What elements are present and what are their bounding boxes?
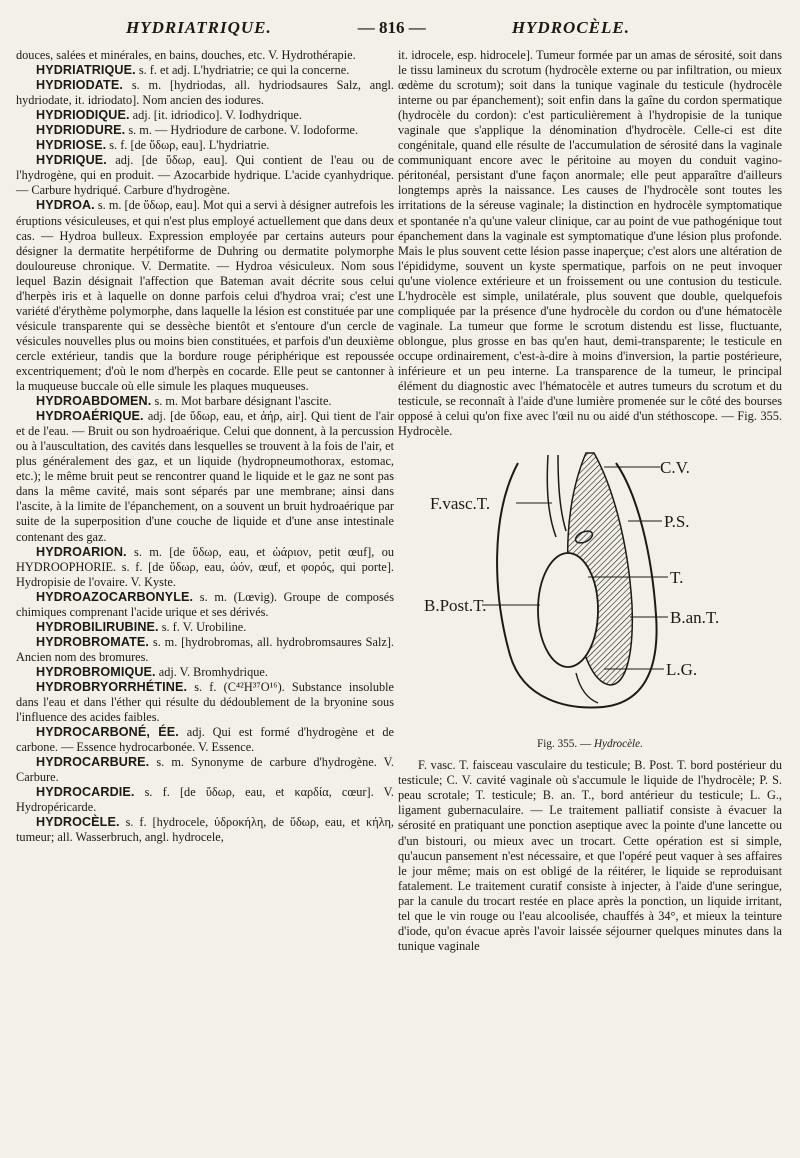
entry-definition: s. f. et adj. L'hydriatrie; ce qui la concerne. xyxy=(138,63,350,78)
dictionary-entry xyxy=(16,63,394,78)
hydrocele-diagram xyxy=(398,445,782,735)
entry-definition: s. f. V. Urobiline. xyxy=(161,619,247,634)
left-column xyxy=(16,48,394,845)
dictionary-entry xyxy=(16,394,394,409)
entry-headword: HYDROABDOMEN. xyxy=(36,394,152,409)
dictionary-entry xyxy=(16,665,394,680)
label-fvasc: F.vasc.T. xyxy=(430,494,491,514)
entry-definition: s. f. [de ὕδωρ, eau]. L'hydriatrie. xyxy=(109,138,270,153)
entry-definition: s. f. [de ὕδωρ, eau, et καρδία, cœur]. V. Hydropéricarde. xyxy=(16,785,394,815)
label-cv: C.V. xyxy=(660,458,690,478)
header-left-word: HYDRIATRIQUE. xyxy=(126,18,272,37)
page-number: — 816 — xyxy=(357,18,426,37)
hydrocele-figure xyxy=(398,445,782,735)
label-ps: P.S. xyxy=(664,512,690,532)
dictionary-entry xyxy=(16,785,394,815)
dictionary-entry xyxy=(16,153,394,198)
dictionary-entry xyxy=(16,138,394,153)
entry-definition: douces, salées et minérales, en bains, douches, etc. V. Hydrothérapie. xyxy=(16,48,356,62)
figure-caption-number: Fig. 355. — xyxy=(537,738,594,751)
dictionary-entry xyxy=(16,198,394,394)
entry-definition: s. f. [hydrocele, ὑδροκήλη, de ὕδωρ, eau, et κήλη, tumeur; all. Wasserbruch, angl. hydrocele, xyxy=(16,815,395,845)
entry-headword: HYDROCARDIE. xyxy=(36,785,135,800)
dictionary-entry xyxy=(16,123,394,138)
dictionary-entry xyxy=(16,680,394,725)
label-lg: L.G. xyxy=(666,660,698,680)
entry-headword: HYDROAZOCARBONYLE. xyxy=(36,589,194,604)
dictionary-entry xyxy=(16,620,394,635)
running-header xyxy=(0,14,800,42)
figure-caption-title: Hydrocèle. xyxy=(593,738,643,751)
entry-headword: HYDROBROMATE. xyxy=(36,634,150,649)
entry-headword: HYDROBILIRUBINE. xyxy=(36,619,159,634)
dictionary-entry xyxy=(16,755,394,785)
header-right-word: HYDROCÈLE. xyxy=(511,18,630,37)
hydrocele-treatment-text xyxy=(398,758,782,954)
label-bpost: B.Post.T. xyxy=(424,596,487,616)
label-t: T. xyxy=(670,568,684,588)
entry-definition: s. m. [de ὕδωρ, eau, et ὠάριον, petit œuf], ou HYDROOPHORIE. s. f. [de ὕδωρ, eau, ὠόν, œuf, et φορός, qui porte]. Hydropisie de l'ovaire. V. Kyste. xyxy=(16,544,394,589)
entry-headword: HYDROCARBURE. xyxy=(36,755,150,770)
entry-definition: adj. [de ὕδωρ, eau, et ἀήρ, air]. Qui tient de l'air et de l'eau. — Bruit ou son hydroaérique. Celui que donnent, à la percussion ou à l'auscultation, des cavités dans lesquelles se trouvent à la fois de l'air, et plus généralement des gaz, et un liquide (hydropneumothorax, estomac, etc.); le même bruit peut se rencontrer quand le liquide et le gaz ne sont pas dans la même cavité, mais sont séparés par une membrane; ainsi dans l'ascite, à la limite de l'épanchement, on a souvent un bruit hydroaérique par suite de la superposition d'une couche de liquide et d'une anse intestinale contenant des gaz. xyxy=(16,409,394,544)
entry-definition: s. f. (C⁴²H³⁷O¹⁶). Substance insoluble dans l'eau et dans l'éther qui résulte du dédoublement de la bryonine sous l'influence des acides faibles. xyxy=(16,679,395,725)
entry-definition: s. m. Synonyme de carbure d'hydrogène. V. Carbure. xyxy=(16,755,394,785)
entry-headword: HYDROBROMIQUE. xyxy=(36,664,156,679)
entry-headword: HYDROAÉRIQUE. xyxy=(36,409,144,424)
entry-headword: HYDROCARBONÉ, ÉE. xyxy=(36,725,179,740)
entry-headword: HYDROARION. xyxy=(36,544,127,559)
entry-definition: s. m. Mot barbare désignant l'ascite. xyxy=(154,394,332,409)
dictionary-entry xyxy=(16,545,394,590)
entry-definition: s. m. (Lœvig). Groupe de composés chimiques comprenant l'acide urique et ses dérivés. xyxy=(16,589,394,619)
entry-definition: s. m. [hydriodas, all. hydriodsaures Salz, angl. hydriodate, it. idriodato]. Nom ancien des iodures. xyxy=(16,78,395,108)
figure-caption xyxy=(398,737,782,752)
entry-headword: HYDROCÈLE. xyxy=(36,815,120,830)
entry-definition: s. m. [de ὕδωρ, eau]. Mot qui a servi à désigner autrefois les éruptions vésiculeuses, et qui n'est plus employé actuellement que dans deux cas. — Hydroa bulleux. Expression employée par certains auteurs pour désigner la dermatite herpétiforme de Duhring ou dermatite polymorphe douloureuse chronique. V. Dermatite. — Hydroa vésiculeux. Nom sous lequel Bazin désignait l'affection que Bateman avait décrite sous celui d'herpès iris et à laquelle on donne parfois celui d'hydroa vrai; c'est une variété d'érythème polymorphe, dans laquelle la lésion est constituée par une vésicule transparente qui se dessèche bientôt et s'entoure d'un cercle de vésicules nouvelles plus ou moins bien constituées, et parfois d'un deuxième cercle extérieur, tandis que la bordure rouge périphérique est repoussée excentriquement; d'où le nom d'herpès en cocarde. Elle peut se cantonner à la muqueuse buccale où elle simule les plaques muqueuses. xyxy=(16,198,394,394)
dictionary-entry xyxy=(16,108,394,123)
dictionary-entry xyxy=(16,78,394,108)
dictionary-entry xyxy=(16,815,394,845)
entry-definition: adj. [de ὕδωρ, eau]. Qui contient de l'eau ou de l'hydrogène, qui en produit. — Azocarbide hydrique. L'acide cyanhydrique. — Carbure hydriqué. Carbure d'hydrogène. xyxy=(16,153,395,198)
entry-definition: adj. [it. idriodico]. V. Iodhydrique. xyxy=(132,108,302,123)
entry-definition: s. m. [hydrobromas, all. hydrobromsaures Salz]. Ancien nom des bromures. xyxy=(16,634,394,664)
right-column xyxy=(398,48,782,954)
dictionary-entry xyxy=(16,409,394,544)
entry-headword: HYDRIOSE. xyxy=(36,138,107,153)
entry-definition: s. m. — Hydriodure de carbone. V. Iodoforme. xyxy=(128,123,359,138)
entry-headword: HYDRIODATE. xyxy=(36,78,123,93)
entry-headword: HYDRIODURE. xyxy=(36,123,126,138)
entry-continuation xyxy=(16,48,394,63)
label-bant: B.an.T. xyxy=(670,608,720,628)
dictionary-entry xyxy=(16,590,394,620)
entry-headword: HYDRIATRIQUE. xyxy=(36,63,136,78)
dictionary-entry xyxy=(16,725,394,755)
entry-headword: HYDRIQUE. xyxy=(36,153,107,168)
entry-headword: HYDROA. xyxy=(36,198,95,213)
entry-headword: HYDRIODIQUE. xyxy=(36,108,130,123)
hydrocele-definition-text: it. idrocele, esp. hidrocele]. Tumeur formée par un amas de sérosité, soit dans le tissu lamineux du scrotum (hydrocèle externe ou par infiltration, ou mieux œdème du scrotum); soit dans la tunique vaginale du testicule (hydrocèle interne ou par épanchement); soit enfin dans la gaîne du cordon spermatique (hydrocèle du cordon): c'est particulièrement à l'hydropisie de la tunique vaginale que s'applique la dénomination d'hydrocèle. Celle-ci est dite congénitale, quand elle résulte de l'accumulation de sérosité dans la vaginale communiquant encore avec le péritoine au moyen du conduit vagino-péritonéal, persistant d'une façon anormale; elle peut apparaître d'ailleurs longtemps après la naissance. Les causes de l'hydrocèle sont toutes les irritations de la séreuse vaginale; la distinction en hydrocèle symptomatique et spontanée n'a qu'une valeur clinique, car au point de vue pathogénique tout épanchement dans la vaginale est symptomatique d'une lésion plus profonde. Mais le plus souvent cette lésion passe inaperçue; c'est alors une altération de l'épididyme, souvent un kyste spermatique, parfois on ne peut invoquer qu'une violence extérieure et un froissement ou une contusion du testicule. L'hydrocèle est simple, unilatérale, plus souvent que double, quelquefois compliquée par la présence d'une hydrocèle du cordon ou d'une hématocèle vaginale. La tumeur que forme le scrotum distendu est lisse, fluctuante, oblongue, plus grosse en bas qu'en haut, demi-transparente; le testicule en occupe ordinairement, c'est-à-dire à moins d'inversion, la partie postérieure, inférieure et un peu interne. La transparence de la tumeur, le principal élément du diagnostic avec l'hématocèle et autres tumeurs du scrotum et du testicule, se reconnaît à l'aide d'une lumière promenée sur le côté des bourses opposé à celui qu'on fixe avec l'œil nu ou aidé d'un stéthoscope. — Fig. 355. Hydrocèle. xyxy=(398,48,782,439)
entry-headword: HYDROBRYORRHÉTINE. xyxy=(36,679,188,694)
entry-definition: adj. V. Bromhydrique. xyxy=(158,664,268,679)
entry-definition: adj. Qui est formé d'hydrogène et de carbone. — Essence hydrocarbonée. V. Essence. xyxy=(16,725,394,755)
hydrocele-treatment-body: F. vasc. T. faisceau vasculaire du testicule; B. Post. T. bord postérieur du testicule; C. V. cavité vaginale où s'accumule le liquide de l'hydrocèle; P. S. peau scrotale; T. testicule; B. an. T., bord antérieur du testicule; L. G., ligament gubernaculaire. — Le traitement palliatif consiste à évacuer la sérosité en pratiquant une ponction aseptique avec la pointe d'une lancette ou d'un bistouri, ou mieux avec un trocart. Cette opération est si simple, qu'aucun pansement n'est nécessaire, et que l'opéré peut vaquer à ses affaires le jour même; mais on est obligé de la réitérer, le liquide se reproduisant fatalement. Le traitement curatif consiste à injecter, à l'aide d'une seringue, par la canule du trocart restée en place après la ponction, un liquide irritant, tel que le vin rouge ou l'eau alcoolisée, chauffés à 34°, et mieux la teinture d'iode, qu'on évacue après l'avoir laissée séjourner quelques minutes dans la tunique vaginale xyxy=(398,758,782,953)
dictionary-entry xyxy=(16,635,394,665)
